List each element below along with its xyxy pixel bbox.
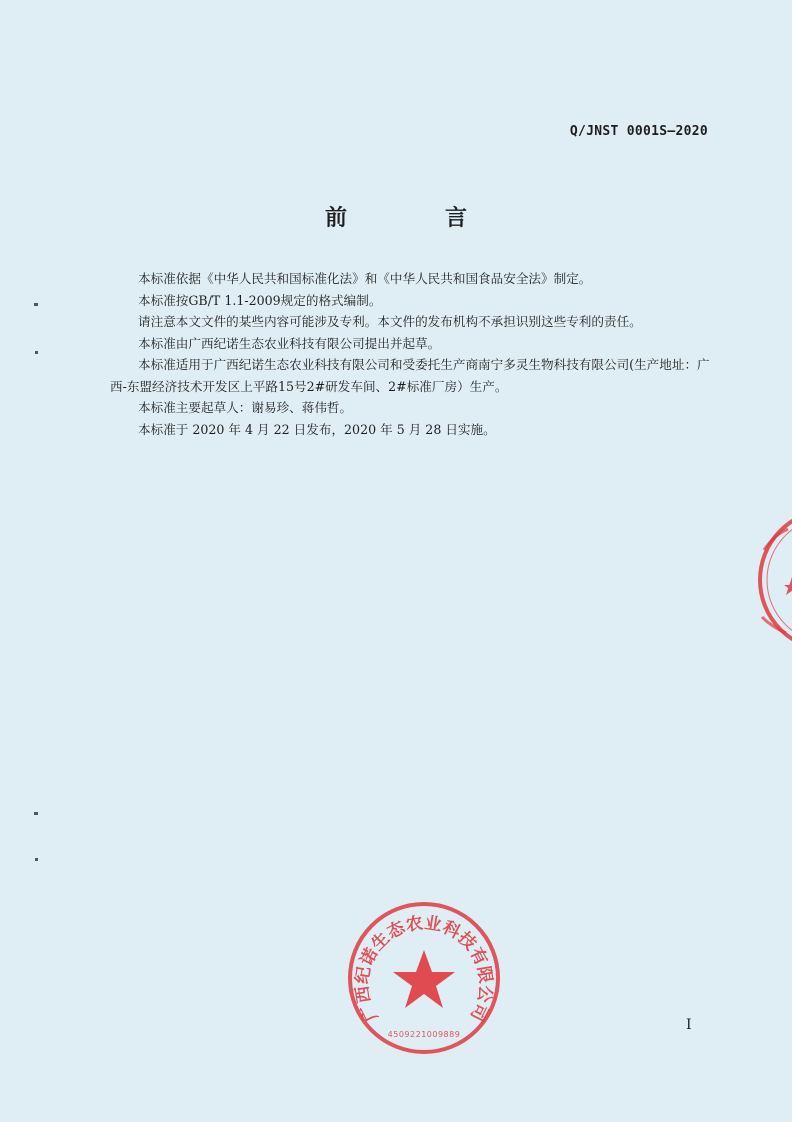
paragraph-format: 本标准按GB/T 1.1-2009规定的格式编制。 [138, 292, 382, 308]
foreword-body [110, 268, 718, 440]
paragraph-proposer: 本标准由广西纪诺生态农业科技有限公司提出并起草。 [138, 335, 441, 351]
paragraph-patent-notice: 请注意本文文件的某些内容可能涉及专利。本文件的发布机构不承担识别这些专利的责任。 [138, 314, 642, 329]
scan-mark [35, 351, 38, 354]
paragraph-drafters: 本标准主要起草人：谢易珍、蒋伟哲。 [138, 400, 353, 415]
partial-company-seal [752, 505, 792, 655]
scan-mark [35, 858, 38, 861]
scan-mark [34, 303, 38, 306]
document-code: Q/JNST 0001S—2020 [569, 124, 708, 139]
paragraph-dates: 本标准于 2020 年 4 月 22 日发布，2020 年 5 月 28 日实施。 [138, 421, 496, 437]
svg-text:广西纪诺生态农业科技有限公司: 广西纪诺生态农业科技有限公司 [352, 913, 496, 1025]
paragraph-scope: 本标准适用于广西纪诺生态农业科技有限公司和受委托生产商南宁多灵生物科技有限公司(生产地址：广西-东盟经济技术开发区上平路15号2#研发车间、2#标准厂房）生产。 [110, 357, 710, 394]
scan-mark [34, 812, 38, 815]
page-title: 前 言 [324, 206, 505, 231]
paragraph-legal-basis: 本标准依据《中华人民共和国标准化法》和《中华人民共和国食品安全法》制定。 [138, 271, 592, 286]
company-seal [344, 898, 504, 1058]
page-number: I [686, 1017, 692, 1033]
svg-text:4509221009889: 4509221009889 [387, 1030, 461, 1039]
